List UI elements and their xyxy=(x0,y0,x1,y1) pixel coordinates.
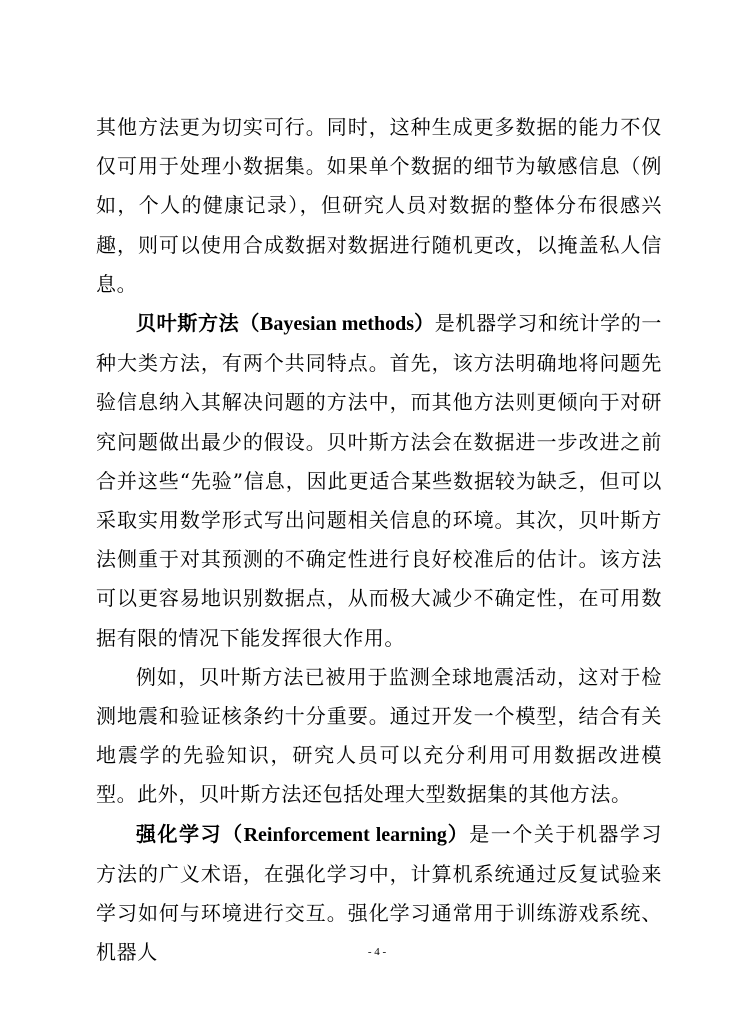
paragraph-text: 是一个关于机器学习方法的广义术语，在强化学习中，计算机系统通过反复试验来学习如何与环境进行交互。强化学习通常用于训练游戏系统、机器人 xyxy=(96,821,662,965)
term-bayesian-zh: 贝叶斯方法 xyxy=(136,311,240,336)
page-number: - 4 - xyxy=(367,946,387,958)
term-reinforcement-en: Reinforcement learning xyxy=(243,823,447,846)
paragraph-text: 例如，贝叶斯方法已被用于监测全球地震活动，这对于检测地震和验证核条约十分重要。通过开发一个模型，结合有关地震学的先验知识，研究人员可以充分利用可用数据改进模型。此外，贝叶斯方法还包括处理大型数据集的其他方法。 xyxy=(96,664,662,807)
paragraph-bayesian-methods xyxy=(96,304,662,658)
term-bayesian-en: Bayesian methods xyxy=(260,313,414,336)
term-paren-close: ） xyxy=(446,821,470,846)
paragraph-text: 其他方法更为切实可行。同时，这种生成更多数据的能力不仅仅可用于处理小数据集。如果单个数据的细节为敏感信息（例如，个人的健康记录），但研究人员对数据的整体分布很感兴趣，则可以使用合成数据对数据进行随机更改，以掩盖私人信息。 xyxy=(96,115,662,296)
paragraph-text: 是机器学习和统计学的一种大类方法，有两个共同特点。首先，该方法明确地将问题先验信息纳入其解决问题的方法中，而其他方法则更倾向于对研究问题做出最少的假设。贝叶斯方法会在数据进一步改进之前合并这些“先验”信息，因此更适合某些数据较为缺乏，但可以采取实用数学形式写出问题相关信息的环境。其次，贝叶斯方法侧重于对其预测的不确定性进行良好校准后的估计。该方法可以更容易地识别数据点，从而极大减少不确定性，在可用数据有限的情况下能发挥很大作用。 xyxy=(96,311,663,650)
term-paren-open: （ xyxy=(239,311,261,336)
term-reinforcement-zh: 强化学习 xyxy=(136,821,223,846)
paragraph-synthetic-data xyxy=(96,108,662,304)
term-paren-close: ） xyxy=(414,311,435,336)
term-paren-open: （ xyxy=(222,821,244,846)
paragraph-bayesian-example xyxy=(96,658,662,815)
document-body xyxy=(96,108,662,972)
